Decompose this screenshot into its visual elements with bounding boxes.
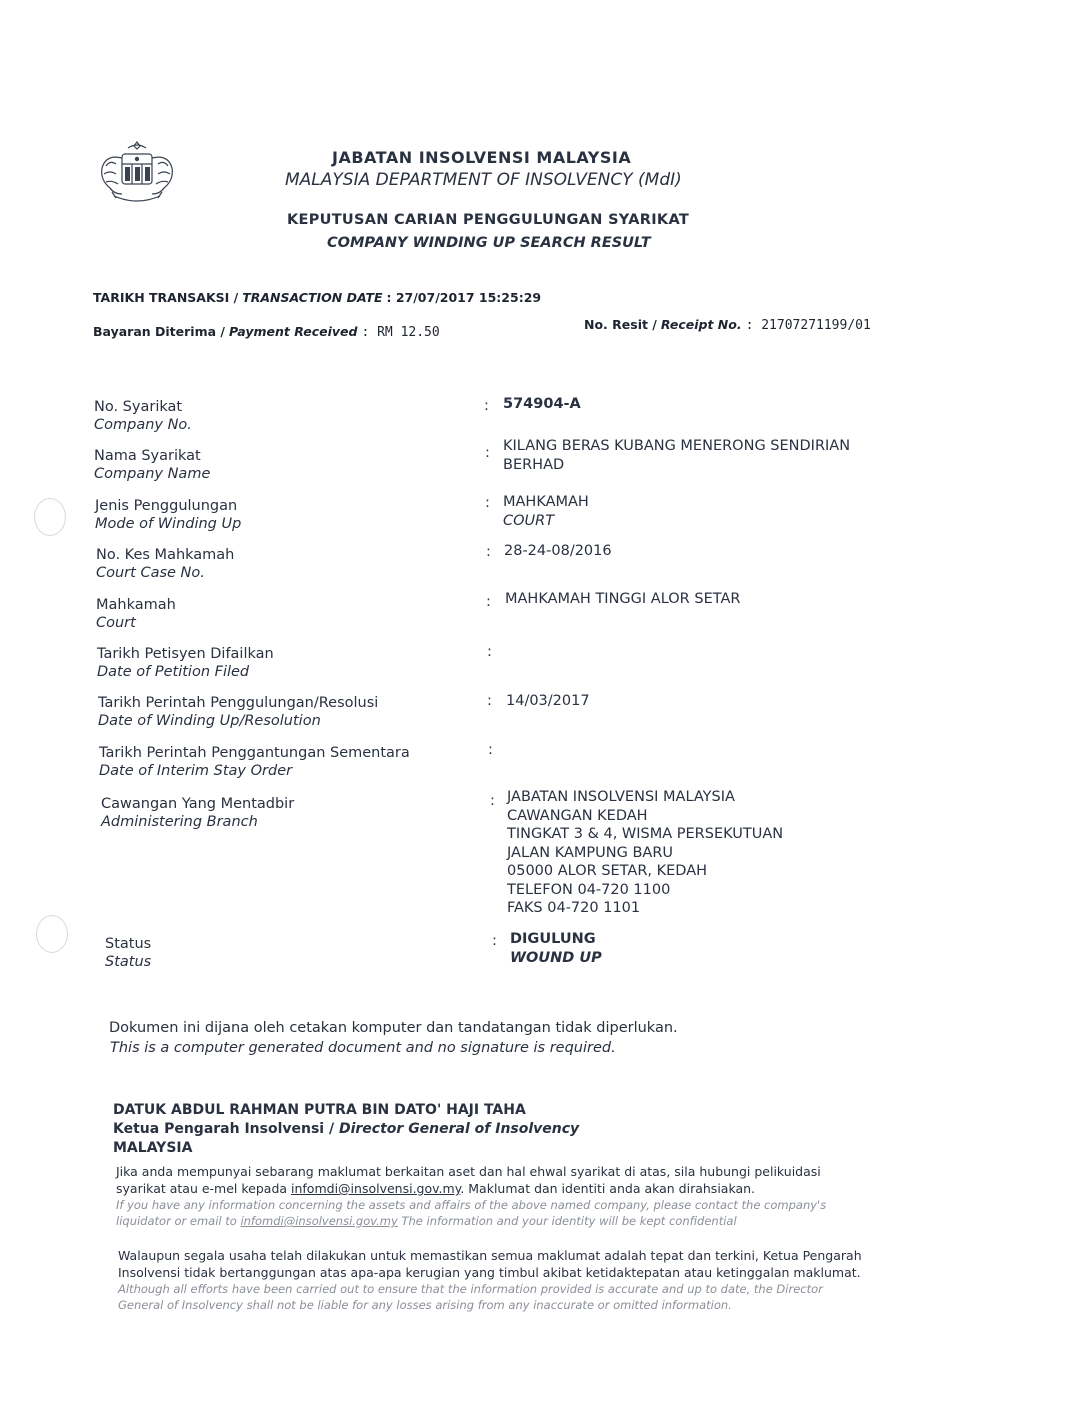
branch-address-line: TELEFON 04-720 1100 <box>507 881 671 898</box>
case-no-value: 28-24-08/2016 <box>504 543 612 559</box>
label-ms: Tarikh Perintah Penggantungan Sementara <box>99 745 410 761</box>
label-ms: Status <box>105 936 152 952</box>
colon: : <box>490 793 495 809</box>
branch-address-line: 05000 ALOR SETAR, KEDAH <box>507 863 708 879</box>
receipt-label-en: Receipt No. <box>660 317 742 332</box>
contact-text: syarikat atau e-mel kepada <box>116 1181 292 1196</box>
signatory-block <box>113 1101 579 1158</box>
label-ms: Jenis Penggulungan <box>95 498 238 514</box>
branch-address-line: CAWANGAN KEDAH <box>507 807 648 824</box>
label-ms: Tarikh Perintah Penggulungan/Resolusi <box>98 695 379 711</box>
department-name-en: MALAYSIA DEPARTMENT OF INSOLVENCY (MdI) <box>285 170 682 190</box>
branch-address-line: JABATAN INSOLVENSI MALAYSIA <box>507 789 735 805</box>
transaction-date <box>93 290 541 305</box>
field-winding-label <box>98 694 378 730</box>
signatory-country: MALAYSIA <box>113 1140 193 1156</box>
colon: : <box>487 693 492 709</box>
company-name-line-2: BERHAD <box>503 456 565 473</box>
signatory-title-ms: Ketua Pengarah Insolvensi / <box>113 1121 335 1137</box>
field-petition-label <box>97 645 274 681</box>
contact-text: . Maklumat dan identiti anda akan dirahsiakan. <box>460 1181 756 1196</box>
label-en: Court <box>96 615 136 631</box>
punch-hole-bottom <box>36 915 68 953</box>
computer-generated-note-en: This is a computer generated document and no signature is required. <box>110 1040 616 1056</box>
field-company-name-label <box>94 447 210 483</box>
status-value-en: WOUND UP <box>510 949 602 966</box>
colon: : <box>492 933 497 949</box>
receipt-value: : 21707271199/01 <box>745 318 871 333</box>
disclaimer-en-line-1: Although all efforts have been carried out to ensure that the information provided is accurate and up to date, the Director <box>118 1282 823 1296</box>
colon: : <box>488 742 493 758</box>
field-company-no-label <box>94 398 192 434</box>
disclaimer-ms-line-1: Walaupun segala usaha telah dilakukan untuk memastikan semua maklumat adalah tepat dan terkini, Ketua Pengarah <box>118 1248 862 1263</box>
coat-of-arms-logo <box>94 138 180 208</box>
status-value <box>510 930 602 967</box>
field-status-label <box>105 935 151 971</box>
colon: : <box>486 594 491 610</box>
branch-address-line: TINGKAT 3 & 4, WISMA PERSEKUTUAN <box>507 826 784 842</box>
company-no-value: 574904-A <box>503 396 581 412</box>
payment-value: : RM 12.50 <box>361 325 440 340</box>
signatory-title-en: Director General of Insolvency <box>338 1121 580 1137</box>
contact-note-ms-line-1: Jika anda mempunyai sebarang maklumat berkaitan aset dan hal ehwal syarikat di atas, sila hubungi pelikuidasi <box>116 1164 821 1179</box>
disclaimer-ms-line-2: Insolvensi tidak bertanggungan atas apa-apa kerugian yang timbul akibat ketidaktepatan atau ketinggalan maklumat. <box>118 1265 861 1280</box>
punch-hole-top <box>34 498 66 536</box>
company-name-line-1: KILANG BERAS KUBANG MENERONG SENDIRIAN <box>503 438 851 454</box>
transaction-date-value: : 27/07/2017 15:25:29 <box>386 290 542 305</box>
branch-address-line: FAKS 04-720 1101 <box>507 900 641 916</box>
contact-note-ms-line-2 <box>116 1180 916 1197</box>
disclaimer-note <box>118 1247 918 1313</box>
transaction-date-label-en: TRANSACTION DATE <box>242 290 383 305</box>
court-value: MAHKAMAH TINGGI ALOR SETAR <box>505 591 741 607</box>
email-link[interactable]: infomdi@insolvensi.gov.my <box>240 1214 398 1228</box>
document-title-en: COMPANY WINDING UP SEARCH RESULT <box>327 235 651 251</box>
branch-address <box>507 788 783 918</box>
contact-text: liquidator or email to <box>116 1214 241 1228</box>
label-en: Mode of Winding Up <box>95 516 242 532</box>
transaction-date-label-ms: TARIKH TRANSAKSI / <box>93 290 239 305</box>
label-en: Company No. <box>94 417 192 433</box>
label-en: Date of Interim Stay Order <box>99 763 293 779</box>
contact-text: The information and your identity will be kept confidential <box>397 1214 737 1228</box>
signatory-name: DATUK ABDUL RAHMAN PUTRA BIN DATO' HAJI TAHA <box>113 1102 526 1118</box>
mode-value-ms: MAHKAMAH <box>503 494 589 510</box>
computer-generated-note-ms: Dokumen ini dijana oleh cetakan komputer dan tandatangan tidak diperlukan. <box>109 1020 678 1036</box>
label-en: Status <box>105 954 152 970</box>
payment-received <box>93 324 440 340</box>
colon: : <box>486 544 491 560</box>
disclaimer-en-line-2: General of Insolvency shall not be liable for any losses arising from any inaccurate or omitted information. <box>118 1298 732 1312</box>
label-ms: Mahkamah <box>96 597 176 613</box>
document-title-ms: KEPUTUSAN CARIAN PENGGULUNGAN SYARIKAT <box>287 212 690 228</box>
label-ms: Nama Syarikat <box>94 448 201 464</box>
branch-address-line: JALAN KAMPUNG BARU <box>507 844 674 861</box>
colon: : <box>485 495 490 511</box>
field-court-label <box>96 596 176 632</box>
contact-note <box>116 1163 916 1229</box>
label-ms: Tarikh Petisyen Difailkan <box>97 646 274 662</box>
email-link[interactable]: infomdi@insolvensi.gov.my <box>291 1181 461 1196</box>
company-name-value <box>503 437 850 474</box>
label-ms: Cawangan Yang Mentadbir <box>101 796 295 812</box>
status-value-ms: DIGULUNG <box>510 931 596 947</box>
mode-value-en: COURT <box>503 512 555 529</box>
contact-note-en-line-1: If you have any information concerning the assets and affairs of the above named company, please contact the company's <box>116 1198 827 1212</box>
receipt-label-ms: No. Resit / <box>584 317 657 332</box>
colon: : <box>485 445 490 461</box>
colon: : <box>484 398 489 414</box>
mode-value <box>503 493 589 530</box>
colon: : <box>487 644 492 660</box>
signatory-title <box>113 1120 579 1139</box>
winding-value: 14/03/2017 <box>506 693 590 709</box>
field-interim-label <box>99 744 410 780</box>
contact-note-en-line-2 <box>116 1213 916 1229</box>
payment-label-ms: Bayaran Diterima / <box>93 324 225 339</box>
payment-label-en: Payment Received <box>228 324 358 339</box>
label-en: Court Case No. <box>96 565 205 581</box>
label-en: Company Name <box>94 466 211 482</box>
field-branch-label <box>101 795 294 831</box>
label-ms: No. Kes Mahkamah <box>96 547 235 563</box>
label-en: Date of Winding Up/Resolution <box>98 713 321 729</box>
receipt-number <box>584 317 871 333</box>
label-en: Date of Petition Filed <box>97 664 250 680</box>
department-name-ms: JABATAN INSOLVENSI MALAYSIA <box>332 148 632 167</box>
field-mode-label <box>95 497 241 533</box>
label-ms: No. Syarikat <box>94 399 183 415</box>
label-en: Administering Branch <box>101 814 258 830</box>
field-case-no-label <box>96 546 234 582</box>
